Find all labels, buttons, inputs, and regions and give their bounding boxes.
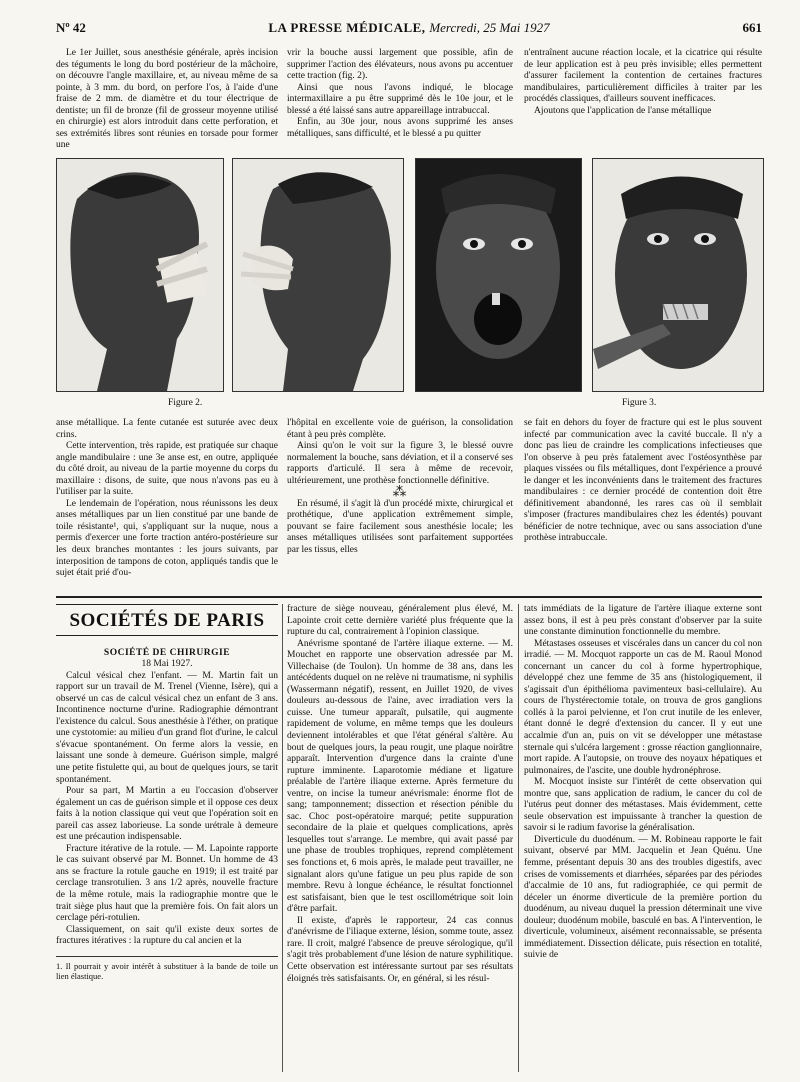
paragraph: se fait en dehors du foyer de fracture qui est le plus souvent infecté par communication avec la cavité buccale. Il n'y a donc pas lieu de craindre les complications infectieuses que l'on observe à peu près fatalement avec l'ostéosynthèse par plaques vissées ou fils métalliques, dont l'expérience a prouvé le danger et les inconvénients dans le traitement des fractures mandibulaires : ce dernier procédé de contention doit être définitivement abandonné, les rares cas où il semblait s'imposer (fractures mandibulaires chez les édentés) pouvant bénéficier de notre technique, avec ou sans association d'une prothèse intrabuccale. [524,418,762,544]
figure-2-photo-right-profile [232,158,404,392]
paragraph: Le 1er Juillet, sous anesthésie générale, après incision des téguments le long du bord postérieur de la mâchoire, on découvre l'angle maxillaire, et, au niveau même de sa pointe, à 3 mm. du bord, on perfore l'os, à l'aide d'une fraise de 2 mm. de diamètre et du tour électrique de dentiste; un fil de bronze (fil de grosseur moyenne utilisé en chirurgie) est alors introduit dans cette perforation, et ses extrémités libres sont réunies en torsade pour former une [56,48,278,150]
paragraph: Le lendemain de l'opération, nous réunissons les deux anses métalliques par un lien constitué par une bande de toile résistante¹, qui, s'appliquant sur la nuque, nous a permis d'exercer une forte traction antéro-postérieure sur les deux branches montantes : les jours suivants, par interposition de tampons de coton, appliqués tandis que le sujet était prié d'ou- [56,498,278,579]
profile-head-illustration [57,159,223,391]
column-divider [518,604,519,1072]
paragraph: Il existe, d'après le rapporteur, 24 cas connus d'anévrisme de l'iliaque externe, lésion, somme toute, assez rare. Il croit, malgré l'absence de preuve sérologique, qu'il s'agit très probablement d'une lésion de nature syphilitique. Cette observation est intéressante surtout par ses résultats éloignés très satisfaisants. Or, en général, si les résul- [287,915,513,984]
paragraph: Ainsi que nous l'avons indiqué, le blocage intermaxillaire a pu être supprimé dès le 10e jour, et le blessé a été laissé sans autre appareillage intrabuccal. [287,82,513,116]
society-name: SOCIÉTÉ DE CHIRURGIE [103,647,231,658]
issue-date: Mercredi, 25 Mai 1927 [429,20,550,35]
paragraph: Pour sa part, M Martin a eu l'occasion d'observer également un cas de guérison simple et il oppose ces deux faits à la notion classique qui veut que l'opération soit en pareil cas assez laborieuse. La sonde urétrale à demeure est une précaution indispensable. [56,786,278,843]
mid-column-1 [56,418,278,588]
section-title: SOCIÉTÉS DE PARIS [69,610,265,631]
session-date: 18 Mai 1927. [141,659,193,670]
paragraph: Calcul vésical chez l'enfant. — M. Martin fait un rapport sur un travail de M. Trenel (Vienne, Isère), qui a observé un cas de calcul vésical chez un enfant de 3 ans. Incontinence nocturne d'urine. Radiographie démontrant l'existence du calcul. Sous anesthésie à l'éther, on pratique une cystotomie: au milieu d'un grand flot d'urine, le calcul s'évacue spontanément. On ferme alors la vessie, en laissant une sonde à demeure. Guérison simple, malgré une petite fistulette qui, au bout de quelques jours, se tarit spontanément. [56,670,278,785]
paragraph: Ajoutons que l'application de l'anse métallique [534,105,712,116]
face-illustration [593,159,763,391]
paragraph: l'hôpital en excellente voie de guérison, la consolidation étant à peu près complète. [287,418,513,440]
journal-title-line [56,20,762,36]
paragraph: fracture de siège nouveau, généralement plus élevé, M. Lapointe croit cette dernière variété plus fréquente que la rupture du cal, contrairement à l'opinion classique. [287,604,513,638]
section-separator [56,596,762,598]
figure-3-photo-mouth-open [415,158,582,392]
paragraph: Métastases osseuses et viscérales dans un cancer du col non irradié. — M. Mocquot rapporte un cas de M. Raoul Monod concernant un cancer du col à forme hypertrophique, développé chez une femme de 35 ans (histologiquement, il s'agissait d'un épithélioma pavimenteux basi-cellulaire). Au cours de l'hystérectomie totale, on trouva de gros ganglions collés à la paroi pelvienne, et l'on crut inutile de les enlever, étant donné le degré d'extension du cancer. Il y eut une accalmie d'un an, puis on vit se développer une métastase sternale qui s'ulcéra largement : grosse réaction ganglionnaire, mort rapide. A l'autopsie, on trouve des noyaux hépatiques et pulmonaires, de l'ascite, une double hydronéphrose. [524,638,762,776]
asterism-divider: ⁂ [392,485,408,501]
paragraph: Enfin, au 30e jour, nous avons supprimé les anses métalliques, sans difficulté, et le blessé a pu quitter [287,117,513,139]
mid-column-2 [287,418,513,588]
mid-column-3 [524,418,762,588]
figures-row [56,158,762,410]
face-illustration [416,159,581,391]
paragraph: tats immédiats de la ligature de l'artère iliaque externe sont assez bons, il est à peu près constant d'observer par la suite une constante diminution fonctionnelle du membre. [524,604,762,638]
paragraph: Ainsi qu'on le voit sur la figure 3, le blessé ouvre normalement la bouche, sans déviation, et il a conservé ses rapports d'articulé. Il sera à même de recevoir, ultérieurement, une prothèse fonctionnelle définitive. [287,441,513,486]
paragraph: M. Mocquot insiste sur l'intérêt de cette observation qui montre que, sans application de radium, le cancer du col de l'utérus peut donner des métastases. Mais évidemment, cette seule observation est impuissante à trancher la question de savoir si le radium favorise la généralisation. [524,777,762,834]
paragraph: Diverticule du duodénum. — M. Robineau rapporte le fait suivant, observé par MM. Jacquelin et Jean Quénu. Une femme, présentant depuis 30 ans des troubles digestifs, avec crises de vomissements et diarrhées, séparées par des périodes d'accalmie de 10 ans, fut radiographiée, ce qui permit de déceler un énorme diverticule de la première portion du duodénum, au niveau duquel la pression déterminait une vive douleur; duodénum mobile, basculé en bas. A l'intervention, le diverticule, volumineux, aisément reconnaissable, se présenta immédiatement. Dissection délicate, puis résection en totalité, suivie de [524,834,762,961]
issue-number: Nº 42 [56,20,86,35]
paragraph: vrir la bouche aussi largement que possible, afin de supprimer l'action des élévateurs, nous avons pu accentuer cette traction (fig. 2). [287,48,513,82]
figure-2-caption: Figure 2. [168,398,203,408]
top-column-2 [287,48,513,150]
top-column-1 [56,48,278,150]
journal-title: LA PRESSE MÉDICALE, [268,20,426,35]
paragraph: Fracture itérative de la rotule. — M. Lapointe rapporte le cas suivant observé par M. Bonnet. Un homme de 43 ans se fracture la rotule gauche en 1919; il est traité par cerclage transrotulien. 3 ans 1/2 après, nouvelle fracture de la même rotule, mais la radiographie montre que le trait siège plus haut que la première fois. On fait alors un cerclage péri-rotulien. [56,843,278,924]
paragraph: Cette intervention, très rapide, est pratiquée sur chaque angle mandibulaire : une 3e anse est, en outre, appliquée du côté droit, au niveau de la partie moyenne du corps du maxillaire : disons, de suite, que nous n'avons pas eu à l'utiliser par la suite. [56,441,278,498]
paragraph: Anévrisme spontané de l'artère iliaque externe. — M. Mouchet en rapporte une observation adressée par M. Villechaise (de Toulon). Un homme de 38 ans, dans les antécédents duquel on ne relève ni traumatisme, ni syphilis (Wassermann négatif), ressent, en Juillet 1920, de vives douleurs au-dessous de l'aine, avec irradiation vers la cuisse. Une tumeur apparaît, pulsatile, qui augmente rapidement de volume, en même temps que les douleurs deviennent intolérables et que l'état général s'altère. Au bout de quelques jours, la peau rougit, une plaque noirâtre apparaît. Intervention d'urgence dans la crainte d'une rupture imminente. Laparotomie médiane et ligature préalable de l'artère iliaque externe. Après fermeture du ventre, on incise la tumeur anévrismale: énorme flot de sang; tamponnement; dissection et résection pénible du sac. Choc post-opératoire marqué; petite suppuration secondaire de la plaie et quelques complications, après lesquelles tout s'arrange. Le membre, qui avait passé par une phase de troubles trophiques, reprend complètement ses fonctions et, 6 mois après, le malade peut travailler, ne signalant alors qu'une fatigue un peu plus rapide de son membre. Revu à longue échéance, le résultat fonctionnel est satisfaisant, bien que le test oscillométrique soit loin d'être parfait. [287,638,513,915]
societes-column-2 [287,604,513,1074]
figure-3-photo-retracted-lip [592,158,764,392]
page-header [56,18,762,40]
profile-head-illustration [233,159,403,391]
paragraph: Classiquement, on sait qu'il existe deux sortes de fractures itératives : la rupture du cal ancien et la [56,924,278,947]
figure-3-caption: Figure 3. [622,398,657,408]
footnote: 1. Il pourrait y avoir intérêt à substituer à la bande de toile un lien élastique. [56,956,278,982]
paragraph: anse métallique. La fente cutanée est suturée avec deux crins. [56,418,278,440]
societes-column-1 [56,604,278,1074]
paragraph: En résumé, il s'agit là d'un procédé mixte, chirurgical et prothétique, d'une application extrêmement simple, pouvant se faire facilement sous anesthésie locale; les anses métalliques utilisées sont parfaitement supportées par les tissus, elles [287,498,513,556]
societes-heading-box [56,604,278,636]
page-number: 661 [742,20,762,35]
top-column-3 [524,48,762,150]
paragraph: n'entraînent aucune réaction locale, et la cicatrice qui résulte de leur application est à peu près invisible; elles permettent d'assurer facilement la contention de certaines fractures mandibulaires, particulièrement difficiles à traiter par les procédés classiques, d'ailleurs souvent inefficaces. [524,48,762,105]
figure-2-photo-left-profile [56,158,224,392]
column-divider [282,604,283,1072]
societes-column-3 [524,604,762,1074]
